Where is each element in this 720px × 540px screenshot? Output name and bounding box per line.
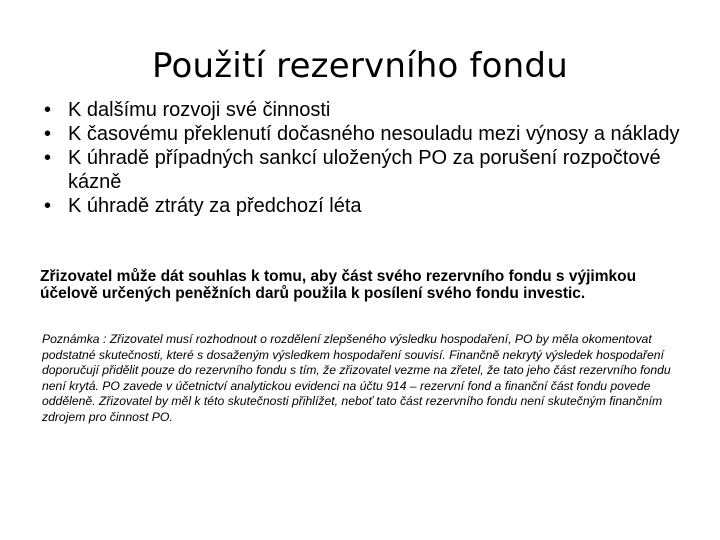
bullet-text: K úhradě případných sankcí uložených PO za porušení rozpočtové kázně (68, 147, 661, 193)
bullet-item (44, 98, 694, 122)
bullet-icon: • (44, 123, 52, 145)
note-paragraph: Poznámka : Zřizovatel musí rozhodnout o rozdělení zlepšeného výsledku hospodaření, PO by měla okomentovat podstatné skutečnosti, které s dosaženým výsledkem hospodaření souvisí. Finančně nekrytý výsledek hospodaření doporučují přidělit pouze do rezervního fondu s tím, že zřizovatel vezme na zřetel, že tato jeho část rezervního fondu není krytá. PO zavede v účetnictví analytickou evidenci na účtu 914 – rezervní fond a finanční část fondu povede odděleně. Zřizovatel by měl k této skutečnosti přihlížet, neboť tato část rezervního fondu není skutečným finančním zdrojem pro činnost PO. (42, 332, 671, 424)
bullet-icon: • (44, 195, 52, 217)
bullet-icon: • (44, 147, 52, 169)
slide-title: Použití rezervního fondu (152, 46, 568, 86)
bullet-list (44, 98, 694, 218)
bullet-item (44, 122, 694, 146)
bullet-item (44, 146, 694, 194)
bullet-item (44, 194, 694, 218)
founder-consent-paragraph: Zřizovatel může dát souhlas k tomu, aby část svého rezervního fondu s výjimkou účelově určených peněžních darů použila k posílení svého fondu investic. (40, 268, 637, 302)
bullet-text: K dalšímu rozvoji své činnosti (68, 99, 331, 121)
bullet-icon: • (44, 99, 52, 121)
bullet-text: K úhradě ztráty za předchozí léta (68, 195, 362, 217)
bullet-text: K časovému překlenutí dočasného nesouladu mezi výnosy a náklady (68, 123, 680, 145)
